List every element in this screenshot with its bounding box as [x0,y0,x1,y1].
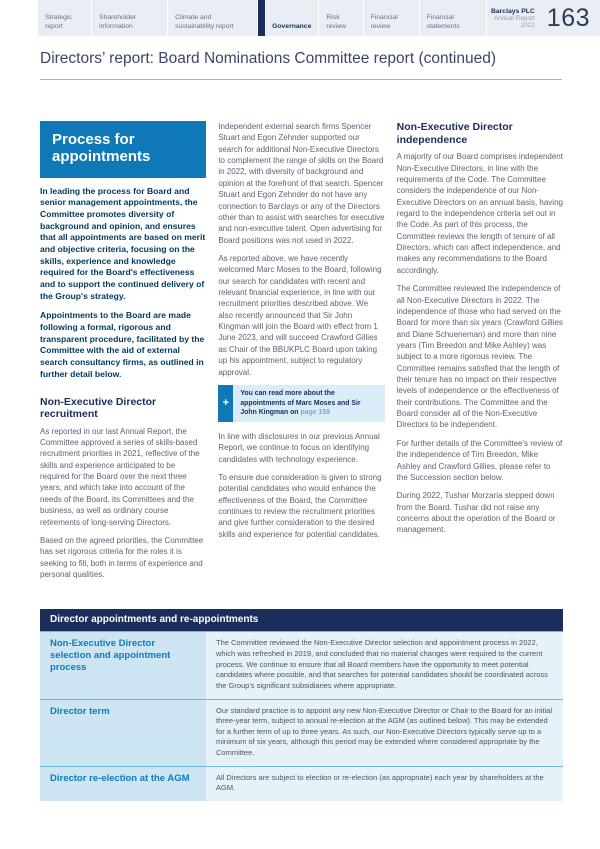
plus-icon: + [218,385,233,422]
body-paragraph: In line with disclosures in our previous Annual Report, we continue to focus on identifying candidates with technology experience. [218,431,380,464]
page-number: 163 [546,4,591,32]
brand-name: Barclays PLC [490,8,535,15]
ned-independence-heading: Non-Executive Director independence [396,121,513,146]
body-paragraph: A majority of our Board comprises independent Non-Executive Directors, in line with the requirements of the Code. The Committee considers the independence of our Non-Executive Directors on an annual basis, having regard to the independence criteria set out in the Code. As part of this process, the Committee reviews the length of tenure of all Directors, which can affect independence, and makes any recommendations to the Board accordingly. [396,152,563,275]
page-title: Directors’ report: Board Nominations Committee report (continued) [40,50,562,80]
body-paragraph: Based on the agreed priorities, the Committee has set rigorous criteria for the roles it is seeking to fill, both in terms of experience and personal qualities. [40,535,204,579]
process-for-appointments-heading: Process for appointments [40,121,206,178]
body-paragraph: As reported above, we have recently welcomed Marc Moses to the Board, following our search for candidates with recent and relevant financial experience, in line with our recruitment priorities described above. We also recently announced that Sir John Kingman will join the Board with effect from 1 June 2023, and will succeed Crawford Gillies as Chair of the BBUKPLC Board upon taking up his appointment, subject to regulatory approval. [218,253,382,377]
body-paragraph: Independent external search firms Spencer Stuart and Egon Zehnder supported our search for additional Non-Executive Directors to complement the range of skills on the Board in 2022, with diversity of background and opinion at the forefront of that search. Spencer Stuart and Egon Zehnder do not have any connection to Barclays or any of the Directors other than to assist with searches for executive and non-executive talent. Open advertising for Board positions was not used in 2022. [218,122,385,245]
tab-risk-review[interactable]: Risk review [318,0,362,36]
brand-report-year: Annual Report 2022 [493,15,535,29]
ned-independence-body [397,151,563,536]
row-label-director-term: Director term [40,700,206,766]
tab-financial-statements[interactable]: Financial statements [419,0,486,36]
callout-text: You can read more about the appointments of Marc Moses and Sir John Kingman on [240,389,361,417]
table-row [40,631,563,698]
body-paragraph: To ensure due consideration is given to strong potential candidates who would enhance the effectiveness of the Board, the Committee continues to review the recruitment priorities and give further consideration to the desired skills and experience for potential candidates. [218,472,382,539]
table-title: Director appointments and re-appointments [40,609,563,631]
director-appointments-table [40,609,563,801]
row-text-reelection-agm: All Directors are subject to election or re-election (as appropriate) each year by shareholders at the AGM. [206,767,563,801]
process-for-appointments-intro [40,186,206,381]
body-paragraph: As reported in our last Annual Report, the Committee approved a series of skills-based recruitment priorities in 2021, reflective of the skills and experience anticipated to be required for the Board over the next three years, and which take into account of the needs of the Board, its Committees and the business, as well as ordinary course retirements of long-serving Directors. [40,426,200,527]
row-label-selection-process: Non-Executive Director selection and appointment process [40,632,206,698]
tab-financial-review[interactable]: Financial review [363,0,419,36]
report-section-tabbar [38,0,600,36]
active-tab-marker [258,0,265,36]
tab-climate-sustainability[interactable]: Climate and sustainability report [167,0,257,36]
tab-governance[interactable]: Governance [272,22,312,30]
ned-recruitment-body [40,426,206,581]
row-label-reelection-agm: Director re-election at the AGM [40,767,206,801]
highlight-paragraph: Appointments to the Board are made following a formal, rigorous and transparent procedure, facilitated by the Committee with the aid of external search consultancy firms, as outlined in further detail below. [40,310,205,379]
content-columns [40,121,563,587]
column-middle [218,121,384,547]
page-159-link[interactable]: page 159 [300,409,330,417]
tab-shareholder-information[interactable]: Shareholder information [91,0,167,36]
table-row [40,766,563,801]
row-text-selection-process: The Committee reviewed the Non-Executive Director selection and appointment process in 2022, which was refreshed in 2019, and concluded that no material changes were required to the current process. We continue to ensure that all Board members have the opportunity to meet potential candidates where possible, and that searches for potential candidates should be coordinated across the Group's significant subsidiaries where appropriate. [206,632,563,698]
tab-strategic-report[interactable]: Strategic report [45,14,72,30]
read-more-text [233,385,384,422]
column-left [40,121,206,587]
table-row [40,699,563,766]
highlight-paragraph: In leading the process for Board and senior management appointments, the Committee promotes diversity of background and opinion, and ensures that all appointments are based on merit and objective criteria, focusing on the skills, experience and knowledge required for the Board's effectiveness and to support the continued delivery of the Group's strategy. [40,185,206,301]
column-right [397,121,563,543]
body-paragraph: For further details of the Committee's review of the independence of Tim Breedon, Mike Ashley and Crawford Gillies, please refer to the Succession section below. [396,438,563,482]
read-more-callout [218,385,384,422]
ned-recruitment-heading: Non-Executive Director recruitment [40,395,157,421]
row-text-director-term: Our standard practice is to appoint any new Non-Executive Director or Chair to the Board for an initial three-year term, subject to annual re-election at the AGM (as outlined below). This may be extended for a further term of up to three years. As such, our Non-Executive Directors typically serve up to a minimum of six years, although this period may be extended where considered appropriate by the Committee. [206,700,563,766]
body-paragraph: During 2022, Tushar Morzaria stepped down from the Board. Tushar did not raise any concerns about the operation of the Board or management. [396,491,556,535]
brand-block [487,0,539,36]
body-paragraph: The Committee reviewed the independence of all Non-Executive Directors in 2022. The independence of those who had served on the Board for more than six years (Crawford Gillies and Diane Schueneman) and more than nine years (Tim Breedon and Mike Ashley) was subject to a more rigorous review. The Committee remains satisfied that the length of their tenure has no impact on their respective levels of independence or the effectiveness of their contributions. The Committee and the Board consider all of the Non-Executive Directors to be independent. [396,284,563,430]
